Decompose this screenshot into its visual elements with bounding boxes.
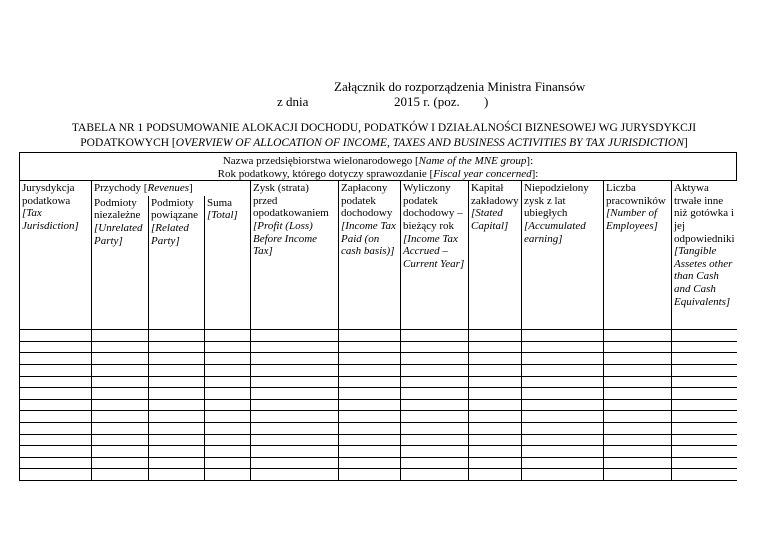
table-cell[interactable] (672, 457, 737, 469)
table-cell[interactable] (251, 423, 339, 435)
col-tax-paid: Zapłacony podatek dochodowy [Income Tax Paid (on cash basis)] (339, 181, 401, 330)
table-cell[interactable] (604, 469, 672, 481)
table-cell[interactable] (20, 330, 92, 342)
table-cell[interactable] (205, 399, 251, 411)
table-cell[interactable] (469, 341, 522, 353)
table-cell[interactable] (469, 330, 522, 342)
table-title-line2: PODATKOWYCH [OVERVIEW OF ALLOCATION OF INCOME, TAXES AND BUSINESS ACTIVITIES BY TAX JURISDICTION] (80, 137, 688, 149)
table-cell[interactable] (604, 423, 672, 435)
table-cell[interactable] (469, 411, 522, 423)
mne-row (20, 153, 737, 181)
table-cell[interactable] (522, 411, 604, 423)
table-cell[interactable] (251, 388, 339, 400)
col-profit: Zysk (strata) przed opodatkowaniem [Profit (Loss) Before Income Tax] (251, 181, 339, 330)
table-cell[interactable] (20, 446, 92, 458)
table-row (20, 434, 737, 446)
table-cell[interactable] (251, 434, 339, 446)
table-cell[interactable] (149, 330, 205, 342)
table-cell[interactable] (205, 469, 251, 481)
col-capital: Kapitał zakładowy [Stated Capital] (469, 181, 522, 330)
table-cell[interactable] (522, 365, 604, 377)
table-cell[interactable] (149, 353, 205, 365)
table-cell[interactable] (20, 423, 92, 435)
table-cell[interactable] (20, 353, 92, 365)
table-row (20, 365, 737, 377)
table-cell[interactable] (522, 434, 604, 446)
table-cell[interactable] (205, 434, 251, 446)
table-cell[interactable] (604, 411, 672, 423)
table-cell[interactable] (205, 388, 251, 400)
table-cell[interactable] (251, 341, 339, 353)
table-cell[interactable] (522, 330, 604, 342)
table-cell[interactable] (92, 330, 149, 342)
col-assets: Aktywa trwałe inne niż gotówka i jej odpowiedniki [Tangible Assetes other than Cash and Cash Equivalents] (672, 181, 737, 330)
table-cell[interactable] (205, 365, 251, 377)
table-cell[interactable] (339, 330, 401, 342)
table-cell[interactable] (604, 446, 672, 458)
table-cell[interactable] (522, 457, 604, 469)
table-cell[interactable] (92, 411, 149, 423)
table-cell[interactable] (149, 376, 205, 388)
col-revenues: Przychody [Revenues] (92, 181, 251, 196)
table-cell[interactable] (149, 341, 205, 353)
table-cell[interactable] (401, 411, 469, 423)
table-cell[interactable] (469, 353, 522, 365)
table-row (20, 353, 737, 365)
table-cell[interactable] (20, 376, 92, 388)
table-cell[interactable] (149, 399, 205, 411)
table-cell[interactable] (205, 376, 251, 388)
table-cell[interactable] (251, 353, 339, 365)
table-cell[interactable] (205, 446, 251, 458)
table-cell[interactable] (672, 388, 737, 400)
table-row (20, 330, 737, 342)
table-cell[interactable] (522, 376, 604, 388)
header-row-1 (20, 181, 737, 196)
allocation-table (19, 152, 737, 481)
table-cell[interactable] (339, 365, 401, 377)
table-cell[interactable] (469, 434, 522, 446)
table-cell[interactable] (149, 423, 205, 435)
table-cell[interactable] (522, 399, 604, 411)
table-cell[interactable] (672, 365, 737, 377)
table-cell[interactable] (205, 341, 251, 353)
col-earnings: Niepodzielony zysk z lat ubiegłych [Accumulated earning] (522, 181, 604, 330)
table-cell[interactable] (522, 469, 604, 481)
table-row (20, 446, 737, 458)
table-cell[interactable] (604, 353, 672, 365)
header-paren: ) (484, 94, 489, 109)
table-cell[interactable] (672, 411, 737, 423)
table-cell[interactable] (604, 330, 672, 342)
table-cell[interactable] (672, 469, 737, 481)
table-cell[interactable] (672, 341, 737, 353)
table-cell[interactable] (251, 330, 339, 342)
table-cell[interactable] (92, 341, 149, 353)
table-cell[interactable] (401, 365, 469, 377)
table-cell[interactable] (401, 434, 469, 446)
table-cell[interactable] (20, 457, 92, 469)
table-cell[interactable] (469, 365, 522, 377)
table-cell[interactable] (149, 469, 205, 481)
table-cell[interactable] (469, 376, 522, 388)
col-employees: Liczba pracowników [Number of Employees] (604, 181, 672, 330)
table-cell[interactable] (401, 353, 469, 365)
table-cell[interactable] (339, 341, 401, 353)
table-cell[interactable] (672, 399, 737, 411)
col-total: Suma [Total] (205, 196, 251, 330)
table-row (20, 423, 737, 435)
table-cell[interactable] (401, 469, 469, 481)
table-cell[interactable] (672, 376, 737, 388)
table-cell[interactable] (469, 388, 522, 400)
table-cell[interactable] (469, 469, 522, 481)
table-cell[interactable] (205, 330, 251, 342)
table-cell[interactable] (251, 365, 339, 377)
table-cell[interactable] (522, 353, 604, 365)
table-cell[interactable] (20, 411, 92, 423)
table-cell[interactable] (251, 411, 339, 423)
table-cell[interactable] (205, 457, 251, 469)
table-cell[interactable] (20, 341, 92, 353)
table-row (20, 469, 737, 481)
table-cell[interactable] (401, 330, 469, 342)
table-cell[interactable] (469, 399, 522, 411)
table-cell[interactable] (522, 423, 604, 435)
table-cell[interactable] (339, 469, 401, 481)
table-cell[interactable] (672, 434, 737, 446)
col-unrelated: Podmioty niezależne [Unrelated Party] (92, 196, 149, 330)
table-cell[interactable] (672, 330, 737, 342)
table-row (20, 388, 737, 400)
table-cell[interactable] (339, 353, 401, 365)
table-cell[interactable] (92, 388, 149, 400)
table-cell[interactable] (672, 353, 737, 365)
table-cell[interactable] (604, 365, 672, 377)
table-cell[interactable] (469, 423, 522, 435)
mne-name-cell: Nazwa przedsiębiorstwa wielonarodowego [Name of the MNE group]: Rok podatkowy, którego dotyczy sprawozdanie [Fiscal year concerned]: (20, 153, 737, 181)
table-cell[interactable] (92, 434, 149, 446)
table-cell[interactable] (672, 423, 737, 435)
table-cell[interactable] (205, 353, 251, 365)
table-cell[interactable] (401, 457, 469, 469)
table-cell[interactable] (92, 469, 149, 481)
table-cell[interactable] (149, 446, 205, 458)
table-cell[interactable] (92, 423, 149, 435)
table-cell[interactable] (149, 388, 205, 400)
table-cell[interactable] (20, 365, 92, 377)
table-cell[interactable] (522, 388, 604, 400)
header-date-label: z dnia (277, 94, 309, 109)
table-cell[interactable] (251, 446, 339, 458)
table-cell[interactable] (251, 376, 339, 388)
table-cell[interactable] (251, 457, 339, 469)
table-cell[interactable] (604, 457, 672, 469)
table-cell[interactable] (522, 446, 604, 458)
table-cell[interactable] (149, 434, 205, 446)
table-cell[interactable] (604, 376, 672, 388)
header-year-poz: 2015 r. (poz. (394, 94, 460, 109)
table-cell[interactable] (149, 411, 205, 423)
table-cell[interactable] (20, 388, 92, 400)
table-cell[interactable] (20, 434, 92, 446)
table-cell[interactable] (604, 434, 672, 446)
table-cell[interactable] (401, 446, 469, 458)
table-cell[interactable] (251, 399, 339, 411)
table-cell[interactable] (339, 399, 401, 411)
table-cell[interactable] (92, 457, 149, 469)
table-cell[interactable] (604, 388, 672, 400)
table-cell[interactable] (92, 399, 149, 411)
table-cell[interactable] (469, 457, 522, 469)
table-cell[interactable] (672, 446, 737, 458)
col-jurisdiction: Jurysdykcja podatkowa [Tax Jurisdiction] (20, 181, 92, 330)
table-cell[interactable] (92, 365, 149, 377)
table-cell[interactable] (401, 423, 469, 435)
table-row (20, 341, 737, 353)
table-cell[interactable] (401, 388, 469, 400)
table-cell[interactable] (20, 399, 92, 411)
table-row (20, 411, 737, 423)
table-cell[interactable] (339, 388, 401, 400)
table-cell[interactable] (339, 434, 401, 446)
table-cell[interactable] (205, 423, 251, 435)
table-cell[interactable] (205, 411, 251, 423)
table-row (20, 457, 737, 469)
table-cell[interactable] (339, 457, 401, 469)
table-cell[interactable] (522, 341, 604, 353)
table-cell[interactable] (604, 399, 672, 411)
table-cell[interactable] (604, 341, 672, 353)
table-cell[interactable] (20, 469, 92, 481)
table-cell[interactable] (149, 457, 205, 469)
col-related: Podmioty powiązane [Related Party] (149, 196, 205, 330)
table-cell[interactable] (339, 423, 401, 435)
table-cell[interactable] (401, 376, 469, 388)
table-title-line1: TABELA NR 1 PODSUMOWANIE ALOKACJI DOCHODU, PODATKÓW I DZIAŁALNOŚCI BIZNESOWEJ WG JURYSDYKCJI (71, 122, 697, 134)
table-cell[interactable] (339, 376, 401, 388)
table-row (20, 376, 737, 388)
table-cell[interactable] (401, 399, 469, 411)
table-cell[interactable] (92, 353, 149, 365)
table-cell[interactable] (92, 376, 149, 388)
table-cell[interactable] (401, 341, 469, 353)
table-cell[interactable] (251, 469, 339, 481)
header-title: Załącznik do rozporządzenia Ministra Finansów (334, 79, 586, 94)
table-cell[interactable] (469, 446, 522, 458)
table-cell[interactable] (92, 446, 149, 458)
table-cell[interactable] (339, 446, 401, 458)
col-tax-accrued: Wyliczony podatek dochodowy – bieżący rok [Income Tax Accrued – Current Year] (401, 181, 469, 330)
table-row (20, 399, 737, 411)
table-cell[interactable] (339, 411, 401, 423)
table-cell[interactable] (149, 365, 205, 377)
